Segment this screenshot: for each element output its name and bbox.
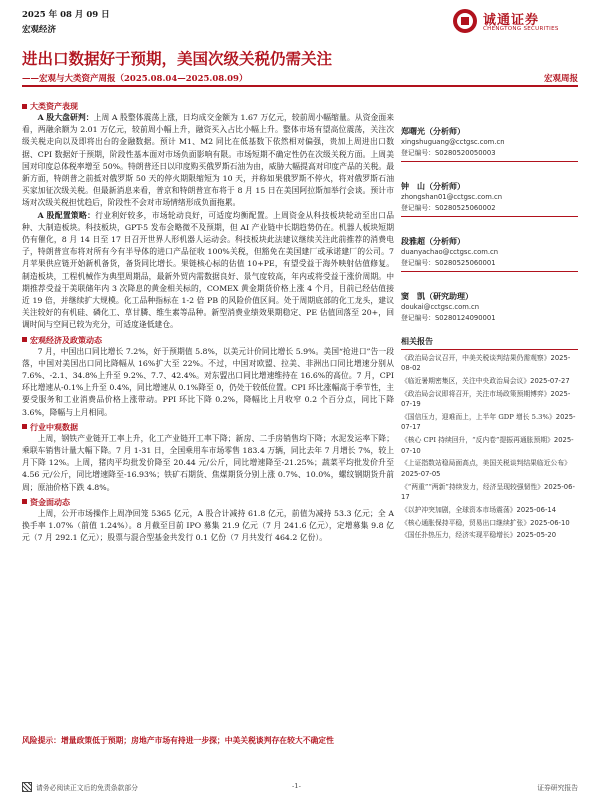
analyst-divider — [401, 271, 578, 272]
paragraph-macro-policy: 7 月，中国出口同比增长 7.2%，好于预期值 5.8%，以美元计价同比增长 5.9%。美国“抢进口”告一段落，中国对美国出口同比降幅从 16%扩大至 22%。不过，中国对欧盟、拉美、非洲出口同比增速分别从 7.6%、-2.1、34.8%上升至 9.2%、7.7、42.4%。对东盟出口同比增速维持在 16.6%的高位。7 月，CPI 环比增速从-0.1%上升至 0.4%，同比增速从 0.1%降至 0，仍处于较低位置。CPI 环比涨幅高于季节性，主要受服务和工业消费品价格上涨带动。PPI 环比下降 0.2%，降幅比上月收窄 0.2 个百分点，同比下降 3.6%，降幅与上月相同。 — [22, 346, 394, 417]
footer-report-label: 证券研究报告 — [537, 784, 578, 792]
related-report-item[interactable]: 《政治局会议即将召开，关注市场政策预期博弈》2025-07-19 — [401, 389, 571, 409]
page-header — [0, 0, 600, 42]
related-report-item[interactable]: 《国信压力，迎难而上，上半年 GDP 增长 5.3%》2025-07-17 — [401, 413, 576, 432]
related-divider — [401, 349, 578, 350]
analyst-name: 钟 山（分析师） — [401, 181, 465, 191]
analyst-card — [401, 180, 578, 217]
section-title-asset-performance: 大类资产表现 — [22, 100, 394, 112]
page-number: -1- — [292, 782, 301, 790]
related-report-item[interactable]: 《上证指数站稳局面高点，美国关税谈判结果临近公布》2025-07-05 — [401, 459, 571, 478]
related-report-item[interactable]: 《以护冲突加剧，全球资本市场震荡》2025-06-14 — [401, 505, 557, 514]
analyst-card — [401, 290, 578, 323]
header-divider — [22, 85, 578, 87]
section-bullet-icon — [22, 104, 27, 109]
report-type: 宏观周报 — [543, 74, 578, 84]
footer-disclaimer: 请务必阅读正文后的免责条款部分 — [22, 782, 138, 792]
related-report-item[interactable]: 《核心通胀保持平稳，贸易出口继续扩张》2025-06-10 — [401, 518, 570, 527]
logo-text-en: CHENGTONG SECURITIES — [483, 26, 559, 32]
section-bullet-icon — [22, 499, 27, 504]
risk-warning: 风险提示：增量政策低于预期；房地产市场有持进一步探；中美关税谈判存在较大不确定性 — [22, 736, 334, 745]
related-reports — [401, 335, 578, 543]
related-report-item[interactable]: 《临近暑期密集区，关注中央政治局会议》2025-07-27 — [401, 377, 570, 385]
paragraph-a-share-allocation: A 股配置策略：行业利好较多，市场轮动良好，可适度均衡配置。上周资金从科技板块轮动至出口品种、大制造板块。科技板块，GPT-5 发布会略微不及预期，但 AI 产业链中长期趋势仍在。机器人板块短期仍有催化，8 月 14 日至 17 日召开世界人形机器人运动会。科技板块此法建议继续关注此前推荐的消费电子，特朗普宣布将对所有今有半导体的进口产品征收 100%关税，但豁免在美国建厂或承诺建厂的公司。7 月苹果供应链开始新机备货，备货同比增长。果链核心标的估值 10+PE，有望受益于海外映射估值修复。制造板块，工程机械作为典型周期品，最新外贸内需数据良好、景气度较高，年内或将受益于涨价周期。中期推荐受益于美联储年内 3 次降息的黄金相关标的，COMEX 黄金期货价格上涨 4 个月，目前已经估值接近 19 倍，并继续扩大规模。化工品种指标在 1-2 倍 PB 的风险价值区间。处于周期底部的化工龙头，建议关注较好的有机硅、磷化工、草甘膦、维生素等品种。新型消费业绩效果期稳定、PE 估值回落至 20+，回调时间与空间已较为充分，可适度逢低建仓。 — [22, 210, 394, 330]
analyst-cert: 登记编号：S0280124090001 — [401, 313, 496, 322]
analyst-divider — [401, 216, 578, 217]
analyst-divider — [401, 161, 578, 162]
related-report-item[interactable]: 《核心 CPI 持续回升，“反内卷”提振再通胀预期》2025-07-10 — [401, 436, 574, 455]
analyst-email[interactable]: zhongshan01@cctgsc.com.cn — [401, 193, 503, 201]
company-logo — [452, 6, 582, 36]
section-bullet-icon — [22, 337, 27, 342]
paragraph-liquidity: 上周，公开市场操作上周净回笼 5365 亿元，A 股合计减持 61.8 亿元，前值为减持 53.3 亿元；全 A 换手率 1.07%（前值 1.24%）。8 月截至目前 IPO 募集 21.9 亿元（7 月 241.6 亿元），定增募集 9.8 亿元（7 月 292.1 亿元）；股票与混合型基金共发行 0.1 亿份（7 月共发行 464.2 亿份）。 — [22, 508, 394, 543]
analyst-card — [401, 125, 578, 162]
analyst-name: 郑曙光（分析师） — [401, 126, 465, 136]
analyst-email[interactable]: xingshuguang@cctgsc.com.cn — [401, 138, 505, 146]
report-subtitle: ——宏观与大类资产周报（2025.08.04—2025.08.09） — [22, 74, 248, 84]
analyst-email[interactable]: duanyachao@cctgsc.com.cn — [401, 248, 499, 256]
analyst-cert: 登记编号：S0280525060002 — [401, 203, 496, 212]
paragraph-a-share-outlook: A 股大盘研判：上周 A 股整体震荡上涨，日均成交金额为 1.67 万亿元，较前周小幅缩量。从资金面来看，两融余额为 2.01 万亿元，较前周小幅上升，融资买入占比小幅上升。整体市场有望高位震荡，关注次级关税走向以及即将出台的金融数据。预计 M1、M2 同比在低基数下依然相对偏强，贵加上周进出口数据、CPI 数据好于预期，阶段性基本面对市场负面影响有限。市场短期不确定性仍在次级关税方面。上周美国对印度总体税率增至 50%。特朗普还日以印度购买俄罗斯石油为由，威胁大幅提高对印度产品的关税。最新方面，特朗普之前抵对俄罗斯 50 天的停火期限缩短为 10 天，并称如果俄罗斯不停火，将对俄罗斯石油买家加征次级关税。但最新消息来看，普京和特朗普宣布将于 8 月 15 日在美国阿拉斯加举行会谈。预计市场对次级关税担忧趋后，阶段性不会对市场情绪形成负面拖累。 — [22, 113, 394, 208]
analyst-cert: 登记编号：S0280525060001 — [401, 258, 496, 267]
section-title-industry-data: 行业中观数据 — [22, 421, 394, 433]
related-report-item[interactable]: 《“两重”“两新”持续发力，经济呈现较强韧性》2025-06-17 — [401, 482, 575, 502]
analyst-email[interactable]: doukai@cctgsc.com.cn — [401, 303, 480, 311]
report-date: 2025 年 08 月 09 日 — [22, 10, 110, 20]
section-title-liquidity: 资金面动态 — [22, 496, 394, 508]
section-bullet-icon — [22, 424, 27, 429]
qr-code-icon — [22, 782, 32, 792]
paragraph-industry-data: 上周，钢铁产业链开工率上升，化工产业链开工率下降；新房、二手房销售均下降；水泥发运率下降；乘联车销售计量大幅下降。7 月 1-31 日，全国乘用车市场零售 183.4 万辆，同比去年 7 月增长 7%，较上月下降 12%。上周，猪肉平均批发价降至 20.44 元/公斤，同比增速降至-21.25%；蔬菜平均批发价升至 4.56 元/公斤，同比增速降至-16.93%；铁矿石期货、焦煤期货分别上涨 0.7%、10.0%，螺纹钢期货升前周；原油价格下跌 4.8%。 — [22, 433, 394, 492]
page-footer — [22, 778, 578, 794]
related-report-item[interactable]: 《政治局会议召开，中美关税谈判结果仍需观察》2025-08-02 — [401, 353, 571, 373]
analyst-card — [401, 235, 578, 272]
analyst-cert: 登记编号：S0280520050003 — [401, 148, 496, 157]
report-series: 宏观经济 — [22, 25, 57, 35]
main-content — [22, 100, 394, 545]
related-report-item[interactable]: 《国任扑热压力，经济实现平稳增长》2025-05-20 — [401, 531, 557, 540]
report-title: 进出口数据好于预期，美国次级关税仍需关注 — [22, 49, 333, 68]
analyst-name: 段雅超（分析师） — [401, 236, 465, 246]
section-title-macro-policy: 宏观经济及政策动态 — [22, 334, 394, 346]
related-reports-title: 相关报告 — [401, 336, 433, 346]
logo-mark-icon — [452, 8, 478, 34]
logo-text-cn: 诚通证券 — [483, 13, 540, 28]
analyst-name: 窦 凯（研究助理） — [401, 291, 473, 301]
